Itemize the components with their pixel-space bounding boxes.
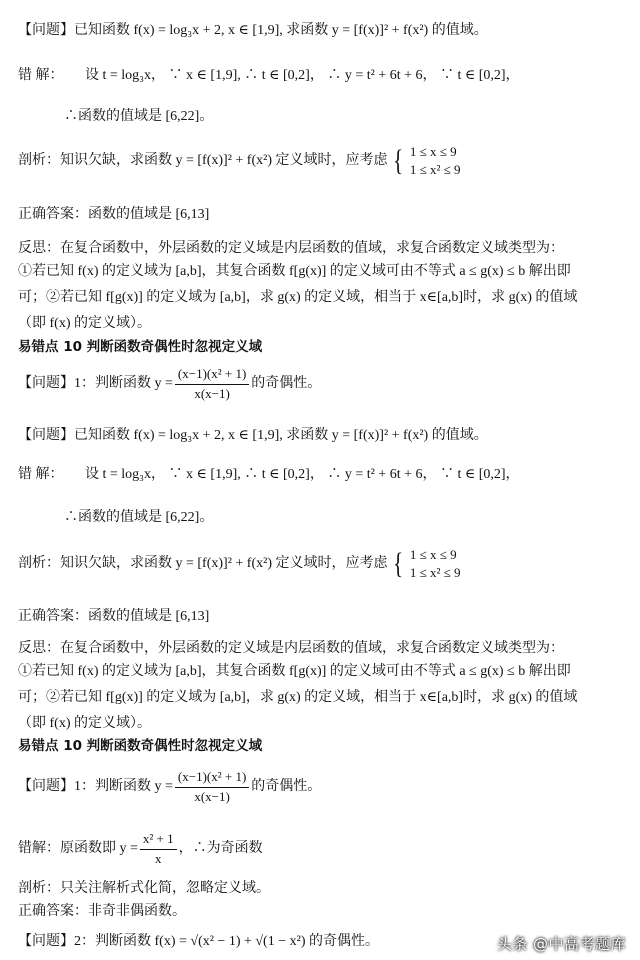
fraction-numerator: (x−1)(x² + 1) <box>175 769 249 787</box>
analysis-2: 剖析：只关注解析式化简，忽略定义域。 <box>18 881 270 896</box>
question-1-prefix: 【问题】1：判断函数 y = <box>18 376 173 392</box>
fraction <box>175 769 249 805</box>
condition-system <box>410 143 461 178</box>
condition-system <box>410 546 461 581</box>
wrong-conclusion: ∴函数的值域是 [6,22]。 <box>64 109 214 124</box>
problem-line: 【问题】已知函数 f(x) = log₃x + 2, x ∈ [1,9], 求函数 y = [f(x)]² + f(x²) 的值域。 <box>18 428 488 443</box>
reflection-2: ①若已知 f(x) 的定义域为 [a,b]，其复合函数 f[g(x)] 的定义域可由不等式 a ≤ g(x) ≤ b 解出即 <box>18 664 571 679</box>
problem-line: 【问题】已知函数 f(x) = log₃x + 2, x ∈ [1,9], 求函数 y = [f(x)]² + f(x²) 的值域。 <box>18 23 488 38</box>
question-1-line <box>18 361 626 407</box>
fraction-denominator: x(x−1) <box>194 385 230 401</box>
question-2-line: 【问题】2：判断函数 f(x) = √(x² − 1) + √(1 − x²) 的奇偶性。 <box>18 934 379 949</box>
watermark: 头条 @中高考题库 <box>496 935 626 953</box>
reflection-4: （即 f(x) 的定义域）。 <box>18 716 151 731</box>
wrong-solution-2-line <box>18 826 626 872</box>
wrong-derivation: 设 t = log₃x， ∵ x ∈ [1,9], ∴ t ∈ [0,2]， ∴ y = t² + 6t + 6， ∵ t ∈ [0,2]， <box>85 68 520 83</box>
correct-answer: 正确答案：函数的值域是 [6,13] <box>18 609 210 624</box>
analysis-text: 剖析：知识欠缺，求函数 y = [f(x)]² + f(x²) 定义域时，应考虑 <box>18 152 388 168</box>
reflection-3: 可；②若已知 f[g(x)] 的定义域为 [a,b]，求 g(x) 的定义域，相当于 x∈[a,b]时，求 g(x) 的值域 <box>18 690 578 705</box>
section-heading: 易错点 10 判断函数奇偶性时忽视定义域 <box>18 738 263 754</box>
fraction-denominator: x <box>155 850 162 866</box>
question-1-prefix: 【问题】1：判断函数 y = <box>18 779 173 795</box>
wrong-derivation: 设 t = log₃x， ∵ x ∈ [1,9], ∴ t ∈ [0,2]， ∴ y = t² + 6t + 6， ∵ t ∈ [0,2]， <box>85 467 520 482</box>
wrong-conclusion: ∴函数的值域是 [6,22]。 <box>64 510 214 525</box>
wrong-solution-line <box>18 67 626 85</box>
question-1-suffix: 的奇偶性。 <box>251 376 322 392</box>
section-heading: 易错点 10 判断函数奇偶性时忽视定义域 <box>18 339 263 355</box>
condition-2: 1 ≤ x² ≤ 9 <box>409 161 461 177</box>
brace-icon: { <box>393 143 404 177</box>
correct-answer: 正确答案：函数的值域是 [6,13] <box>18 207 210 222</box>
question-1-suffix: 的奇偶性。 <box>251 779 322 795</box>
reflection-2: ①若已知 f(x) 的定义域为 [a,b]，其复合函数 f[g(x)] 的定义域可由不等式 a ≤ g(x) ≤ b 解出即 <box>18 264 571 279</box>
analysis-line <box>18 546 626 581</box>
fraction-numerator: x² + 1 <box>140 831 177 849</box>
wrong-solution-2-prefix: 错解：原函数即 y = <box>18 841 138 857</box>
condition-2: 1 ≤ x² ≤ 9 <box>409 564 461 580</box>
reflection-4: （即 f(x) 的定义域）。 <box>18 316 151 331</box>
fraction <box>140 831 177 867</box>
correct-answer-2: 正确答案：非奇非偶函数。 <box>18 904 186 919</box>
reflection-3: 可；②若已知 f[g(x)] 的定义域为 [a,b]，求 g(x) 的定义域，相当于 x∈[a,b]时，求 g(x) 的值域 <box>18 290 578 305</box>
analysis-line <box>18 143 626 178</box>
wrong-label: 错 解： <box>18 467 64 482</box>
fraction-numerator: (x−1)(x² + 1) <box>175 366 249 384</box>
wrong-solution-line <box>18 466 626 484</box>
reflection-1: 反思：在复合函数中，外层函数的定义域是内层函数的值域，求复合函数定义域类型为： <box>18 641 564 656</box>
wrong-label: 错 解： <box>18 68 64 83</box>
condition-1: 1 ≤ x ≤ 9 <box>409 144 457 159</box>
condition-1: 1 ≤ x ≤ 9 <box>409 547 457 562</box>
fraction <box>175 366 249 402</box>
wrong-solution-2-suffix: ，∴为奇函数 <box>178 841 263 857</box>
analysis-text: 剖析：知识欠缺，求函数 y = [f(x)]² + f(x²) 定义域时，应考虑 <box>18 555 388 571</box>
question-1-line <box>18 764 626 810</box>
reflection-1: 反思：在复合函数中，外层函数的定义域是内层函数的值域，求复合函数定义域类型为： <box>18 241 564 256</box>
fraction-denominator: x(x−1) <box>194 788 230 804</box>
brace-icon: { <box>393 546 404 580</box>
